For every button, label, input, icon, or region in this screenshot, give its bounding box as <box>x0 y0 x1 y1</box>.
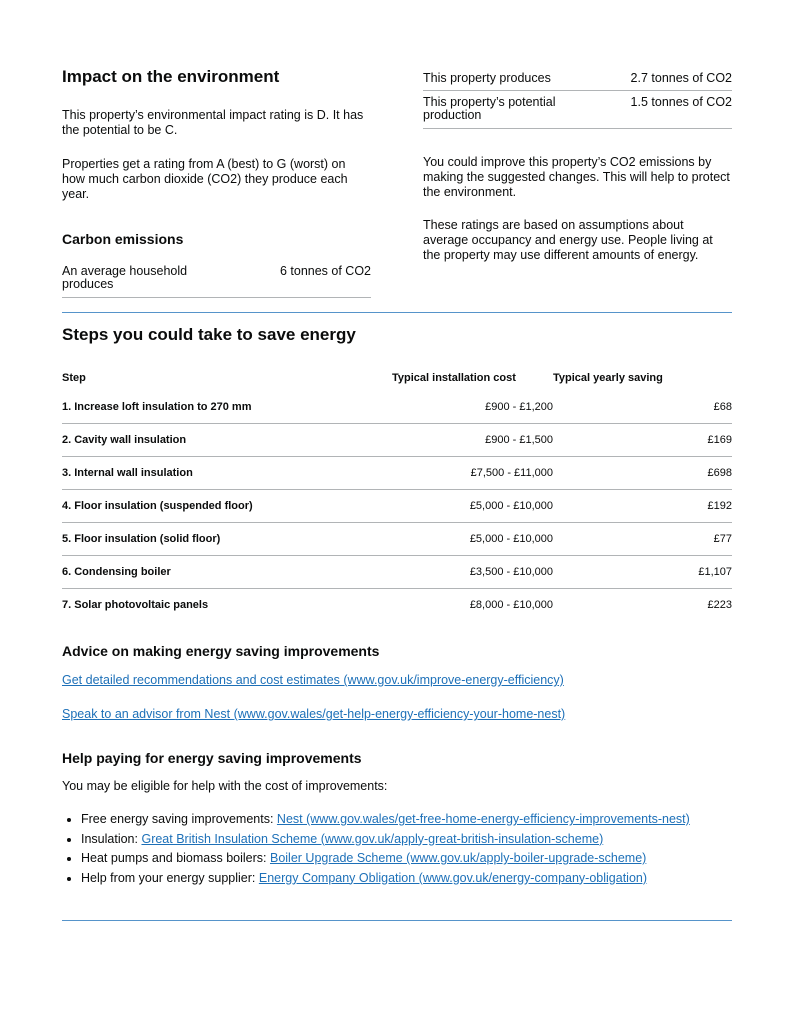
nest-improvements-link[interactable]: Nest (www.gov.wales/get-free-home-energy-efficiency-improvements-nest) <box>276 812 690 826</box>
step-cost: £5,000 - £10,000 <box>392 490 553 523</box>
table-row <box>62 556 732 589</box>
household-value: 6 tonnes of CO2 <box>279 264 371 278</box>
step-saving: £77 <box>553 523 732 556</box>
list-item <box>81 830 752 850</box>
impact-left-column <box>62 66 371 298</box>
section-divider <box>62 312 732 313</box>
impact-title: Impact on the environment <box>62 67 280 86</box>
step-cost: £900 - £1,200 <box>485 401 553 413</box>
step-cost: £5,000 - £10,000 <box>392 523 553 556</box>
potential-label: This property’s potential production <box>423 95 556 122</box>
step-cost: £3,500 - £10,000 <box>392 556 553 589</box>
step-name: 3. Internal wall insulation <box>62 457 392 490</box>
table-row <box>62 424 732 457</box>
help-item-label: Help from your energy supplier: <box>81 870 259 885</box>
step-saving: £192 <box>553 490 732 523</box>
table-header-row <box>62 365 732 391</box>
help-item-label: Heat pumps and biomass boilers: <box>81 851 270 865</box>
boiler-upgrade-link[interactable]: Boiler Upgrade Scheme (www.gov.uk/apply-boiler-upgrade-scheme) <box>269 851 647 865</box>
advice-title: Advice on making energy saving improvements <box>62 643 380 659</box>
step-saving: £169 <box>553 424 732 457</box>
help-title: Help paying for energy saving improvements <box>62 750 362 766</box>
step-name: 1. Increase loft insulation to 270 mm <box>62 401 252 413</box>
help-section <box>62 749 752 888</box>
step-cost: £900 - £1,500 <box>392 424 553 457</box>
household-label: An average household produces <box>62 264 188 291</box>
step-saving: £1,107 <box>553 556 732 589</box>
table-row <box>62 490 732 523</box>
table-row <box>62 523 732 556</box>
step-saving: £68 <box>713 401 732 413</box>
step-name: 7. Solar photovoltaic panels <box>62 589 392 622</box>
step-cost: £7,500 - £11,000 <box>392 457 553 490</box>
improve-energy-efficiency-link[interactable]: Get detailed recommendations and cost estimates (www.gov.uk/improve-energy-efficiency) <box>62 673 564 687</box>
impact-right-column <box>423 72 732 263</box>
help-item-label: Insulation: <box>81 831 142 846</box>
household-emissions-row <box>62 265 371 297</box>
produces-label: This property produces <box>423 71 551 85</box>
energy-company-obligation-link[interactable]: Energy Company Obligation (www.gov.uk/energy-company-obligation) <box>258 870 648 885</box>
list-item <box>81 810 752 830</box>
carbon-emissions-title: Carbon emissions <box>62 231 184 247</box>
property-produces-row <box>423 72 732 90</box>
produces-value: 2.7 tonnes of CO2 <box>630 71 732 85</box>
steps-table <box>62 365 732 621</box>
rating-explanation: Properties get a rating from A (best) to G (worst) on how much carbon dioxide (CO2) they produce each year. <box>62 157 348 201</box>
bottom-divider <box>62 920 732 921</box>
potential-value: 1.5 tonnes of CO2 <box>630 95 732 109</box>
nest-advisor-link[interactable]: Speak to an advisor from Nest (www.gov.wales/get-help-energy-efficiency-your-home-nest) <box>62 707 566 721</box>
divider <box>423 128 732 129</box>
steps-section <box>62 324 732 621</box>
table-row <box>62 589 732 622</box>
step-name: 5. Floor insulation (solid floor) <box>62 523 392 556</box>
cost-column-header: Typical installation cost <box>392 372 516 384</box>
improve-text: You could improve this property’s CO2 emissions by making the suggested changes. This will help to protect the environment. <box>423 155 730 199</box>
help-list <box>62 810 752 888</box>
step-name: 4. Floor insulation (suspended floor) <box>62 490 392 523</box>
step-saving: £223 <box>553 589 732 622</box>
divider <box>62 297 371 298</box>
rating-text: This property’s environmental impact rating is D. It has the potential to be C. <box>62 108 364 137</box>
step-name: 6. Condensing boiler <box>62 556 392 589</box>
list-item <box>81 869 752 889</box>
help-item-label: Free energy saving improvements: <box>81 812 277 826</box>
step-cost: £8,000 - £10,000 <box>392 589 553 622</box>
potential-production-row <box>423 91 732 128</box>
step-name: 2. Cavity wall insulation <box>62 424 392 457</box>
advice-section <box>62 642 732 722</box>
assumptions-text: These ratings are based on assumptions about average occupancy and energy use. People living at the property may use different amounts of energy. <box>423 218 713 262</box>
steps-title: Steps you could take to save energy <box>62 325 356 344</box>
list-item <box>81 849 752 869</box>
table-row <box>62 457 732 490</box>
table-row <box>62 391 732 424</box>
step-saving: £698 <box>553 457 732 490</box>
insulation-scheme-link[interactable]: Great British Insulation Scheme (www.gov.uk/apply-great-british-insulation-scheme) <box>141 831 604 846</box>
step-column-header: Step <box>62 372 86 384</box>
help-intro: You may be eligible for help with the cost of improvements: <box>62 779 388 793</box>
saving-column-header: Typical yearly saving <box>553 372 663 384</box>
